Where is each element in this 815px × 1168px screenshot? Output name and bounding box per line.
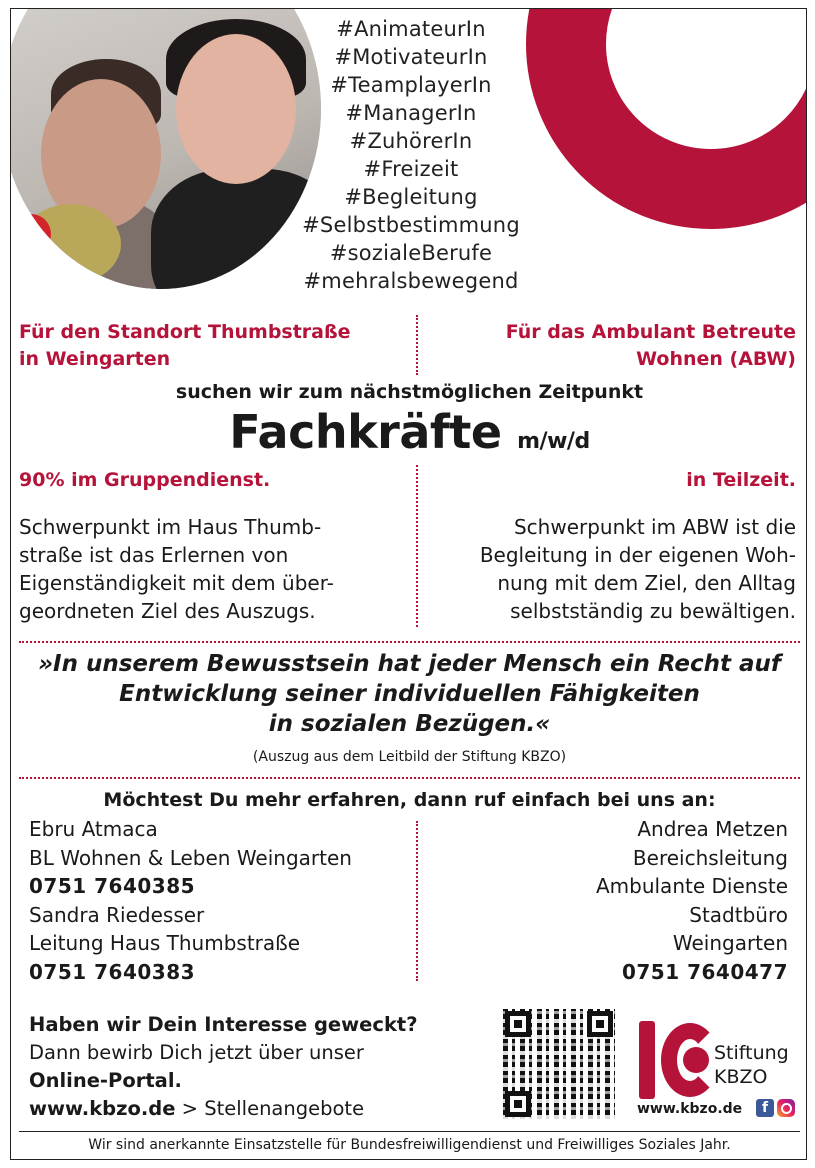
contact-line: Stadtbüro <box>689 902 788 927</box>
brand-arc-graphic <box>526 8 807 229</box>
left-location-heading: Für den Standort Thumbstraße in Weingarten <box>19 321 351 370</box>
job-ad <box>10 8 807 1160</box>
left-description: Schwerpunkt im Haus Thumb- straße ist das Erlernen von Eigenständigkeit mit dem über- geordneten Ziel des Auszugs. <box>19 515 334 623</box>
online-portal-link[interactable]: Online-Portal. <box>29 1069 182 1092</box>
hashtag: #Selbstbestimmung <box>302 213 520 237</box>
contacts-left <box>29 815 352 986</box>
contact-line: Weingarten <box>672 931 788 955</box>
hashtag-list <box>281 15 541 295</box>
right-location-heading: Für das Ambulant Betreute Wohnen (ABW) <box>505 321 796 370</box>
hashtag: #TeamplayerIn <box>330 73 492 97</box>
hashtag: #mehralsbewegend <box>303 269 519 293</box>
right-subheading: in Teilzeit. <box>686 469 796 491</box>
contact-line: Andrea Metzen <box>637 817 788 841</box>
column-divider <box>416 821 418 981</box>
apply-text: Dann bewirb Dich jetzt über unser <box>29 1041 364 1064</box>
facebook-icon[interactable]: f <box>756 1099 774 1117</box>
hashtag: #Freizeit <box>363 157 459 181</box>
contact-line: Ambulante Dienste <box>595 874 788 898</box>
contact-line: Leitung Haus Thumbstraße <box>29 931 301 955</box>
logo-wordmark: Stiftung KBZO <box>714 1042 789 1088</box>
kbzo-logo-icon <box>639 1021 709 1099</box>
hashtag: #ManagerIn <box>345 101 477 125</box>
team-photo <box>10 8 321 289</box>
hashtag: #AnimateurIn <box>336 17 486 41</box>
phone-number[interactable]: 0751 7640477 <box>621 959 788 984</box>
website-link[interactable]: www.kbzo.de <box>29 1097 176 1120</box>
footer-note: Wir sind anerkannte Einsatzstelle für Bundesfreiwilligendienst und Freiwilliges Soziales Jahr. <box>88 1137 731 1153</box>
contact-line: BL Wohnen & Leben Weingarten <box>29 845 352 870</box>
contact-line: Bereichsleitung <box>632 845 788 870</box>
section-divider <box>19 777 800 779</box>
hashtag: #ZuhörerIn <box>349 129 473 153</box>
contact-line: Sandra Riedesser <box>29 902 205 927</box>
qr-code[interactable] <box>503 1009 615 1119</box>
right-description: Schwerpunkt im ABW ist die Begleitung in der eigenen Woh- nung mit dem Ziel, den Alltag selbstständig zu bewältigen. <box>479 515 796 623</box>
jobs-path: > Stellenangebote <box>175 1097 365 1120</box>
contact-line: Ebru Atmaca <box>29 817 158 841</box>
logo-url[interactable]: www.kbzo.de <box>637 1101 743 1117</box>
instagram-icon[interactable] <box>777 1099 795 1117</box>
hashtag: #sozialeBerufe <box>329 241 493 265</box>
hashtag: #Begleitung <box>344 185 478 209</box>
column-divider <box>416 315 418 375</box>
footer-divider <box>19 1131 800 1132</box>
search-text: suchen wir zum nächstmöglichen Zeitpunkt <box>175 381 644 403</box>
job-title: Fachkräfte m/w/d <box>229 405 590 459</box>
phone-number[interactable]: 0751 7640385 <box>29 874 196 898</box>
apply-question: Haben wir Dein Interesse geweckt? <box>29 1013 418 1036</box>
left-subheading: 90% im Gruppendienst. <box>19 469 271 491</box>
apply-section <box>29 1011 418 1123</box>
section-divider <box>19 641 800 643</box>
mission-quote: »In unserem Bewusstsein hat jeder Mensch ein Recht auf Entwicklung seiner individuellen Fähigkeiten in sozialen Bezügen.« <box>38 651 781 737</box>
quote-source: (Auszug aus dem Leitbild der Stiftung KBZO) <box>252 749 567 765</box>
hashtag: #MotivateurIn <box>334 45 488 69</box>
contacts-right <box>596 815 788 986</box>
contact-heading: Möchtest Du mehr erfahren, dann ruf einfach bei uns an: <box>103 789 716 811</box>
phone-number[interactable]: 0751 7640383 <box>29 959 196 984</box>
